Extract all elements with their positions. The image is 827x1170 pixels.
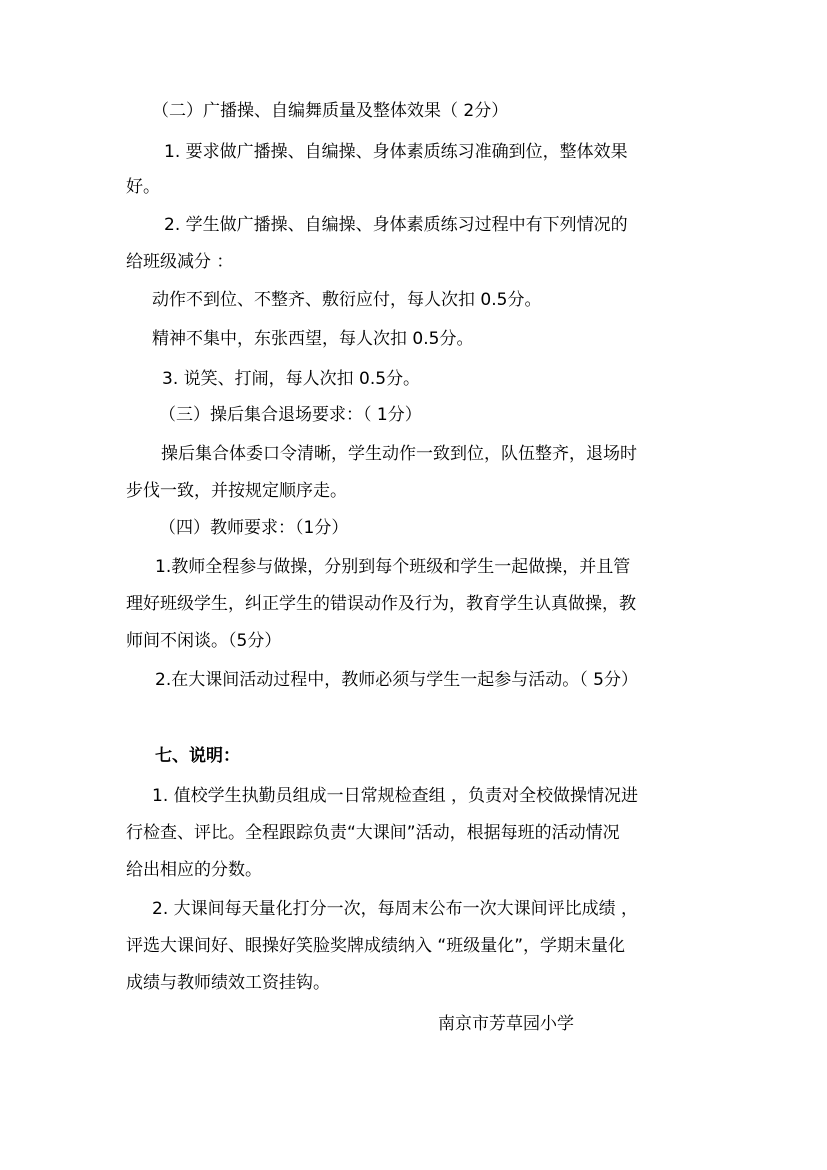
school-signature: 南京市芳草园小学: [438, 1014, 574, 1034]
section7-item2-line3: 成绩与教师绩效工资挂钩。: [126, 973, 330, 993]
section7-item2-line1: 2. 大课间每天量化打分一次，每周末公布一次大课间评比成绩 ，: [152, 899, 639, 919]
section2-heading: （二）广播操、自编舞质量及整体效果（ 2分）: [152, 101, 509, 121]
section7-item1-line1: 1. 值校学生执勤员组成一日常规检查组 ，负责对全校做操情况进: [152, 786, 639, 806]
section3-heading: （三）操后集合退场要求：（ 1分）: [159, 405, 422, 425]
section4-item1-line3: 师间不闲谈。（5分）: [126, 631, 282, 651]
section7-heading: 七、说明：: [155, 746, 240, 766]
section4-heading: （四）教师要求：（1分）: [159, 518, 349, 538]
section7-item1-line2: 行检查、评比。全程跟踪负责“大课间”活动，根据每班的活动情况: [126, 823, 620, 843]
section2-item1-line2: 好。: [126, 177, 160, 197]
section2-rule2: 精神不集中，东张西望，每人次扣 0.5分。: [152, 329, 474, 349]
section2-item2-line2: 给班级减分 ：: [126, 252, 234, 272]
section4-item1-line1: 1.教师全程参与做操，分别到每个班级和学生一起做操，并且管: [155, 557, 631, 577]
section2-rule3: 3. 说笑、打闹，每人次扣 0.5分。: [162, 369, 421, 389]
section3-line2: 步伐一致，并按规定顺序走。: [126, 481, 347, 501]
section4-item1-line2: 理好班级学生，纠正学生的错误动作及行为，教育学生认真做操，教: [126, 594, 636, 614]
section7-item2-line2: 评选大课间好、眼操好笑脸奖牌成绩纳入 “班级量化”，学期末量化: [126, 936, 626, 956]
section2-item2-line1: 2. 学生做广播操、自编操、身体素质练习过程中有下列情况的: [164, 215, 628, 235]
section3-line1: 操后集合体委口令清晰，学生动作一致到位，队伍整齐，退场时: [161, 444, 637, 464]
section2-item1-line1: 1. 要求做广播操、自编操、身体素质练习准确到位，整体效果: [164, 142, 628, 162]
section7-item1-line3: 给出相应的分数。: [126, 860, 262, 880]
section4-item2-line1: 2.在大课间活动过程中，教师必须与学生一起参与活动。（ 5分）: [155, 670, 638, 690]
section2-rule1: 动作不到位、不整齐、敷衍应付，每人次扣 0.5分。: [152, 290, 542, 310]
